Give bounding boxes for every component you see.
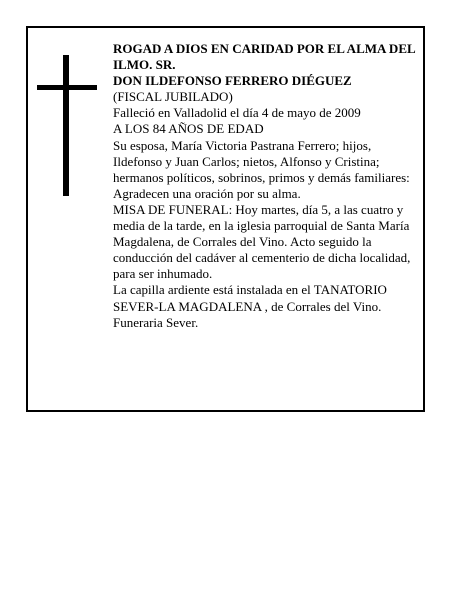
chapel-info: La capilla ardiente está instalada en el TANATORIO SEVER-LA MAGDALENA , de Corrales del Vino. bbox=[113, 282, 387, 314]
funeral-info: MISA DE FUNERAL: Hoy martes, día 5, a las cuatro y media de la tarde, en la iglesia parroquial de Santa María Magdalena, de Corrales del Vino. Acto seguido la conducción del cadáver al cementerio de dicha localidad, para ser inhumado. bbox=[113, 201, 411, 282]
obituary-header: ROGAD A DIOS EN CARIDAD POR EL ALMA DEL ILMO. SR. bbox=[113, 41, 415, 73]
funeral-home: Funeraria Sever. bbox=[113, 314, 199, 330]
cross-icon bbox=[63, 55, 69, 196]
deceased-name: DON ILDEFONSO FERRERO DIÉGUEZ bbox=[113, 73, 352, 89]
obituary-text bbox=[113, 41, 423, 331]
family-list: Su esposa, María Victoria Pastrana Ferrero; hijos, Ildefonso y Juan Carlos; nietos, Alfonso y Cristina; hermanos políticos, sobrinos, primos y demás familiares: bbox=[113, 137, 410, 185]
deceased-age: A LOS 84 AÑOS DE EDAD bbox=[113, 121, 264, 137]
thanks-text: Agradecen una oración por su alma. bbox=[113, 185, 301, 201]
cross-icon-bar bbox=[37, 85, 97, 90]
death-info: Falleció en Valladolid el día 4 de mayo de 2009 bbox=[113, 105, 361, 121]
deceased-role: (FISCAL JUBILADO) bbox=[113, 89, 233, 105]
